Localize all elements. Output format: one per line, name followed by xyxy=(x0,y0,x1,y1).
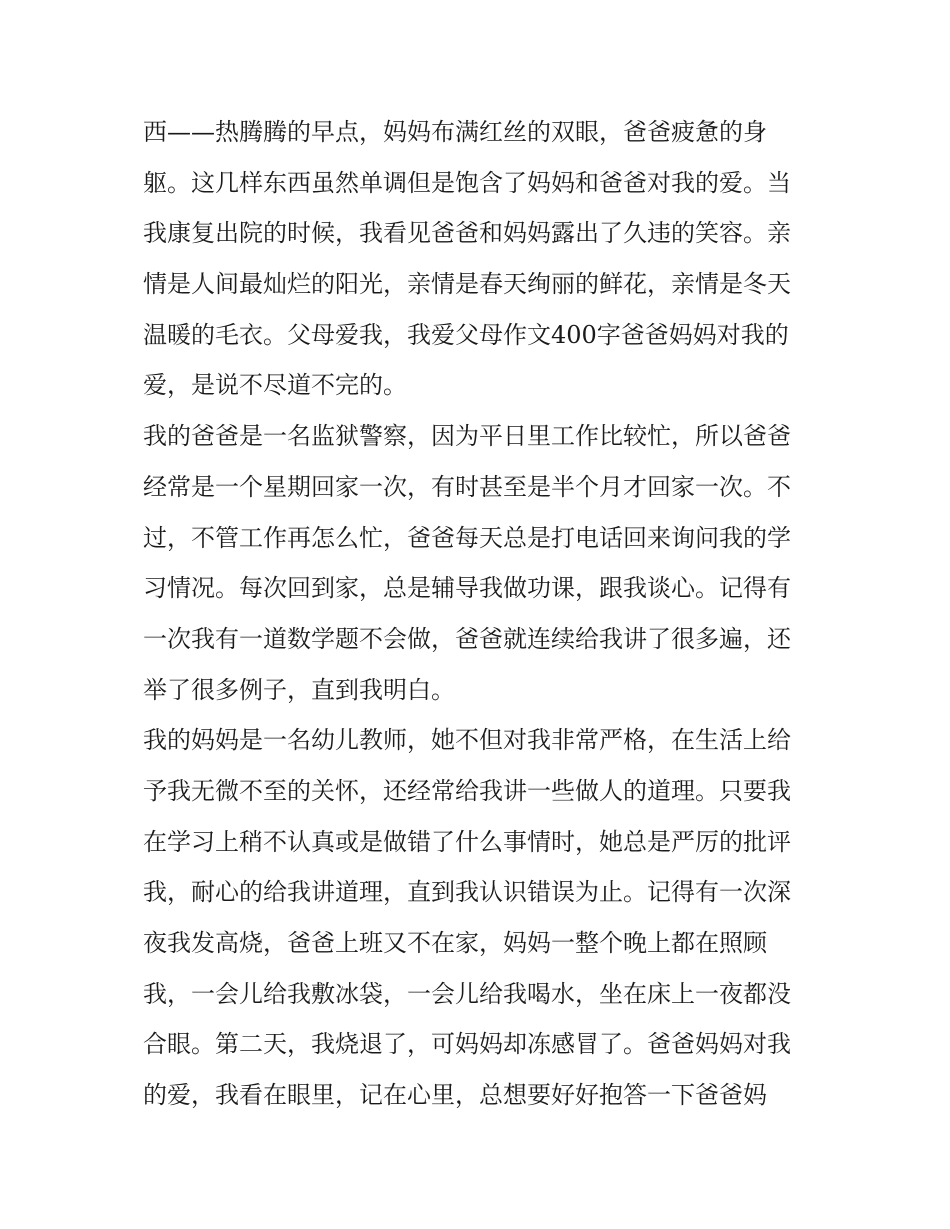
text-line: 在学习上稍不认真或是做错了什么事情时，她总是严厉的批评 xyxy=(143,827,791,856)
text-line: 习情况。每次回到家，总是辅导我做功课，跟我谈心。记得有 xyxy=(143,574,791,603)
text-line: 躯。这几样东西虽然单调但是饱含了妈妈和爸爸对我的爱。当 xyxy=(143,168,791,197)
text-line: 夜我发高烧，爸爸上班又不在家，妈妈一整个晚上都在照顾 xyxy=(143,929,767,957)
text-line: 举了很多例子，直到我明白。 xyxy=(143,675,455,704)
essay-body xyxy=(143,107,823,1121)
text-line: 我，一会儿给我敷冰袋，一会儿给我喝水，坐在床上一夜都没 xyxy=(143,979,791,1008)
text-line: 经常是一个星期回家一次，有时甚至是半个月才回家一次。不 xyxy=(143,472,791,501)
text-line: 过，不管工作再怎么忙，爸爸每天总是打电话回来询问我的学 xyxy=(143,523,791,552)
text-line: 温暖的毛衣。父母爱我，我爱父母作文400字爸爸妈妈对我的 xyxy=(143,320,789,349)
text-line: 合眼。第二天，我烧退了，可妈妈却冻感冒了。爸爸妈妈对我 xyxy=(143,1030,791,1059)
text-line: 情是人间最灿烂的阳光，亲情是春天绚丽的鲜花，亲情是冬天 xyxy=(143,270,791,299)
text-line: 西——热腾腾的早点，妈妈布满红丝的双眼，爸爸疲惫的身 xyxy=(143,118,767,146)
text-line: 我康复出院的时候，我看见爸爸和妈妈露出了久违的笑容。亲 xyxy=(143,219,791,248)
text-line: 予我无微不至的关怀，还经常给我讲一些做人的道理。只要我 xyxy=(143,776,791,805)
text-line: 我，耐心的给我讲道理，直到我认识错误为止。记得有一次深 xyxy=(143,878,791,907)
text-line: 我的妈妈是一名幼儿教师，她不但对我非常严格，在生活上给 xyxy=(143,726,791,755)
text-line: 一次我有一道数学题不会做，爸爸就连续给我讲了很多遍，还 xyxy=(143,624,791,653)
text-line: 的爱，我看在眼里，记在心里，总想要好好抱答一下爸爸妈 xyxy=(143,1081,767,1110)
text-line: 爱，是说不尽道不完的。 xyxy=(143,371,407,400)
text-line: 我的爸爸是一名监狱警察，因为平日里工作比较忙，所以爸爸 xyxy=(143,422,791,451)
